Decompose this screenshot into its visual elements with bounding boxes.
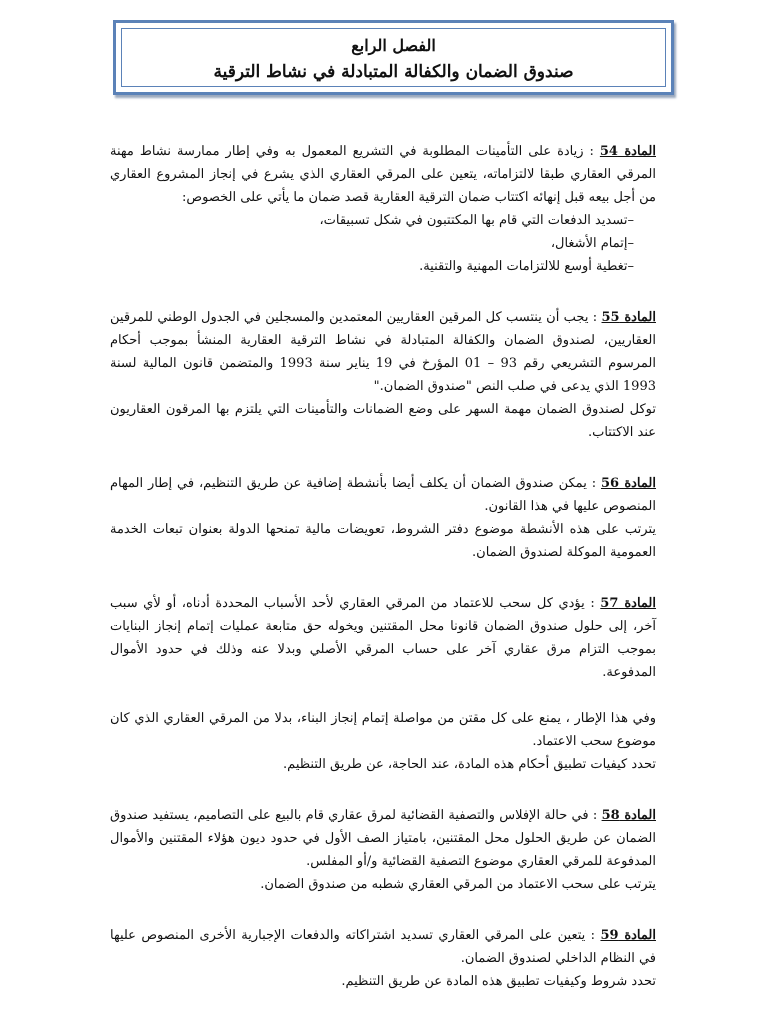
article-paragraph [110, 924, 656, 970]
article-paragraph [110, 306, 656, 398]
article-paragraph [110, 140, 656, 209]
chapter-heading: الفصل الرابع [351, 36, 436, 55]
title-box-inner-border [121, 28, 666, 87]
article-paragraph: تحدد شروط وكيفيات تطبيق هذه المادة عن طريق التنظيم. [341, 974, 656, 989]
article-text: : يجب أن ينتسب كل المرقين العقاريين المعتمدين والمسجلين في الجدول الوطني للمرقين العقاريين، لصندوق الضمان والكفالة المتبادلة في نشاط الترقية العقارية المنشأ بموجب أحكام المرسوم التشريعي رقم 93 – 01 المؤرخ في 19 يناير سنة 1993 والمتضمن قانون المالية لسنة 1993 الذي يدعى في صلب النص "صندوق الضمان." [110, 310, 657, 394]
article-text: : يمكن صندوق الضمان أن يكلف أيضا بأنشطة إضافية عن طريق التنظيم، في إطار المهام المنصوص عليها في هذا القانون. [110, 476, 656, 514]
article-paragraph: يترتب على هذه الأنشطة موضوع دفتر الشروط، تعويضات مالية تمنحها الدولة بعنوان تبعات الخدمة العمومية الموكلة لصندوق الضمان. [110, 522, 656, 560]
article-text: : زيادة على التأمينات المطلوبة في التشريع المعمول به وفي إطار ممارسة نشاط مهنة المرقي العقاري طبقا لالتزاماته، يتعين على المرقي العقاري الذي يشرع في إنجاز المشروع العقاري من أجل بيعه قبل إنهائه اكتتاب ضمان الترقية العقارية قصد ضمان ما يأتي على الخصوص: [110, 144, 656, 205]
article-label: المادة 56 [600, 476, 656, 491]
article-54 [110, 140, 656, 278]
article-label: المادة 57 [600, 596, 656, 611]
article-label: المادة 59 [600, 928, 656, 943]
article-text: : يؤدي كل سحب للاعتماد من المرقي العقاري لأحد الأسباب المحددة أدناه، أو لأي سبب آخر، إلى حلول صندوق الضمان قانونا محل المقتنين ويخوله حق متابعة عمليات إتمام إنجاز البنايات بموجب التزام مرق عقاري آخر على حساب المرقي الأصلي وبدلا عنه وذلك في حدود الأموال المدفوعة. [110, 596, 656, 680]
article-text: : في حالة الإفلاس والتصفية القضائية لمرق عقاري قام بالبيع على التصاميم، يستفيد صندوق الضمان عن طريق الحلول محل المقتنين، بامتياز الصف الأول في حدود ديون هؤلاء المقتنين والأموال المدفوعة للمرقي العقاري موضوع التصفية القضائية و/أو المفلس. [110, 808, 656, 869]
list-item: –تسديد الدفعات التي قام بها المكتتبون في شكل تسبيقات، [319, 213, 634, 228]
chapter-title-box [113, 20, 674, 95]
article-label: المادة 58 [601, 808, 656, 823]
article-57 [110, 592, 656, 776]
article-paragraph: وفي هذا الإطار ، يمنع على كل مقتن من مواصلة إتمام إنجاز البناء، بدلا من المرقي العقاري الذي كان موضوع سحب الاعتماد. [110, 711, 656, 749]
article-label: المادة 55 [601, 310, 656, 325]
article-55 [110, 306, 656, 444]
article-paragraph: تحدد كيفيات تطبيق أحكام هذه المادة، عند الحاجة، عن طريق التنظيم. [283, 757, 656, 772]
article-59 [110, 924, 656, 993]
article-56 [110, 472, 656, 564]
article-58 [110, 804, 656, 896]
paragraph-spacer [110, 684, 656, 707]
article-paragraph [110, 472, 656, 518]
article-text: : يتعين على المرقي العقاري تسديد اشتراكاته والدفعات الإجبارية الأخرى المنصوص عليها في النظام الداخلي لصندوق الضمان. [110, 928, 656, 966]
list-item: –إتمام الأشغال، [550, 236, 634, 251]
article-paragraph [110, 592, 656, 684]
chapter-title: صندوق الضمان والكفالة المتبادلة في نشاط الترقية [213, 62, 574, 82]
article-label: المادة 54 [599, 144, 656, 159]
article-paragraph [110, 804, 656, 873]
article-paragraph: توكل لصندوق الضمان مهمة السهر على وضع الضمانات والتأمينات التي يلتزم بها المرقون العقاريون عند الاكتتاب. [110, 402, 656, 440]
list-item: –تغطية أوسع للالتزامات المهنية والتقنية. [419, 259, 634, 274]
article-paragraph: يترتب على سحب الاعتماد من المرقي العقاري شطبه من صندوق الضمان. [260, 877, 656, 892]
document-body [110, 140, 656, 1021]
